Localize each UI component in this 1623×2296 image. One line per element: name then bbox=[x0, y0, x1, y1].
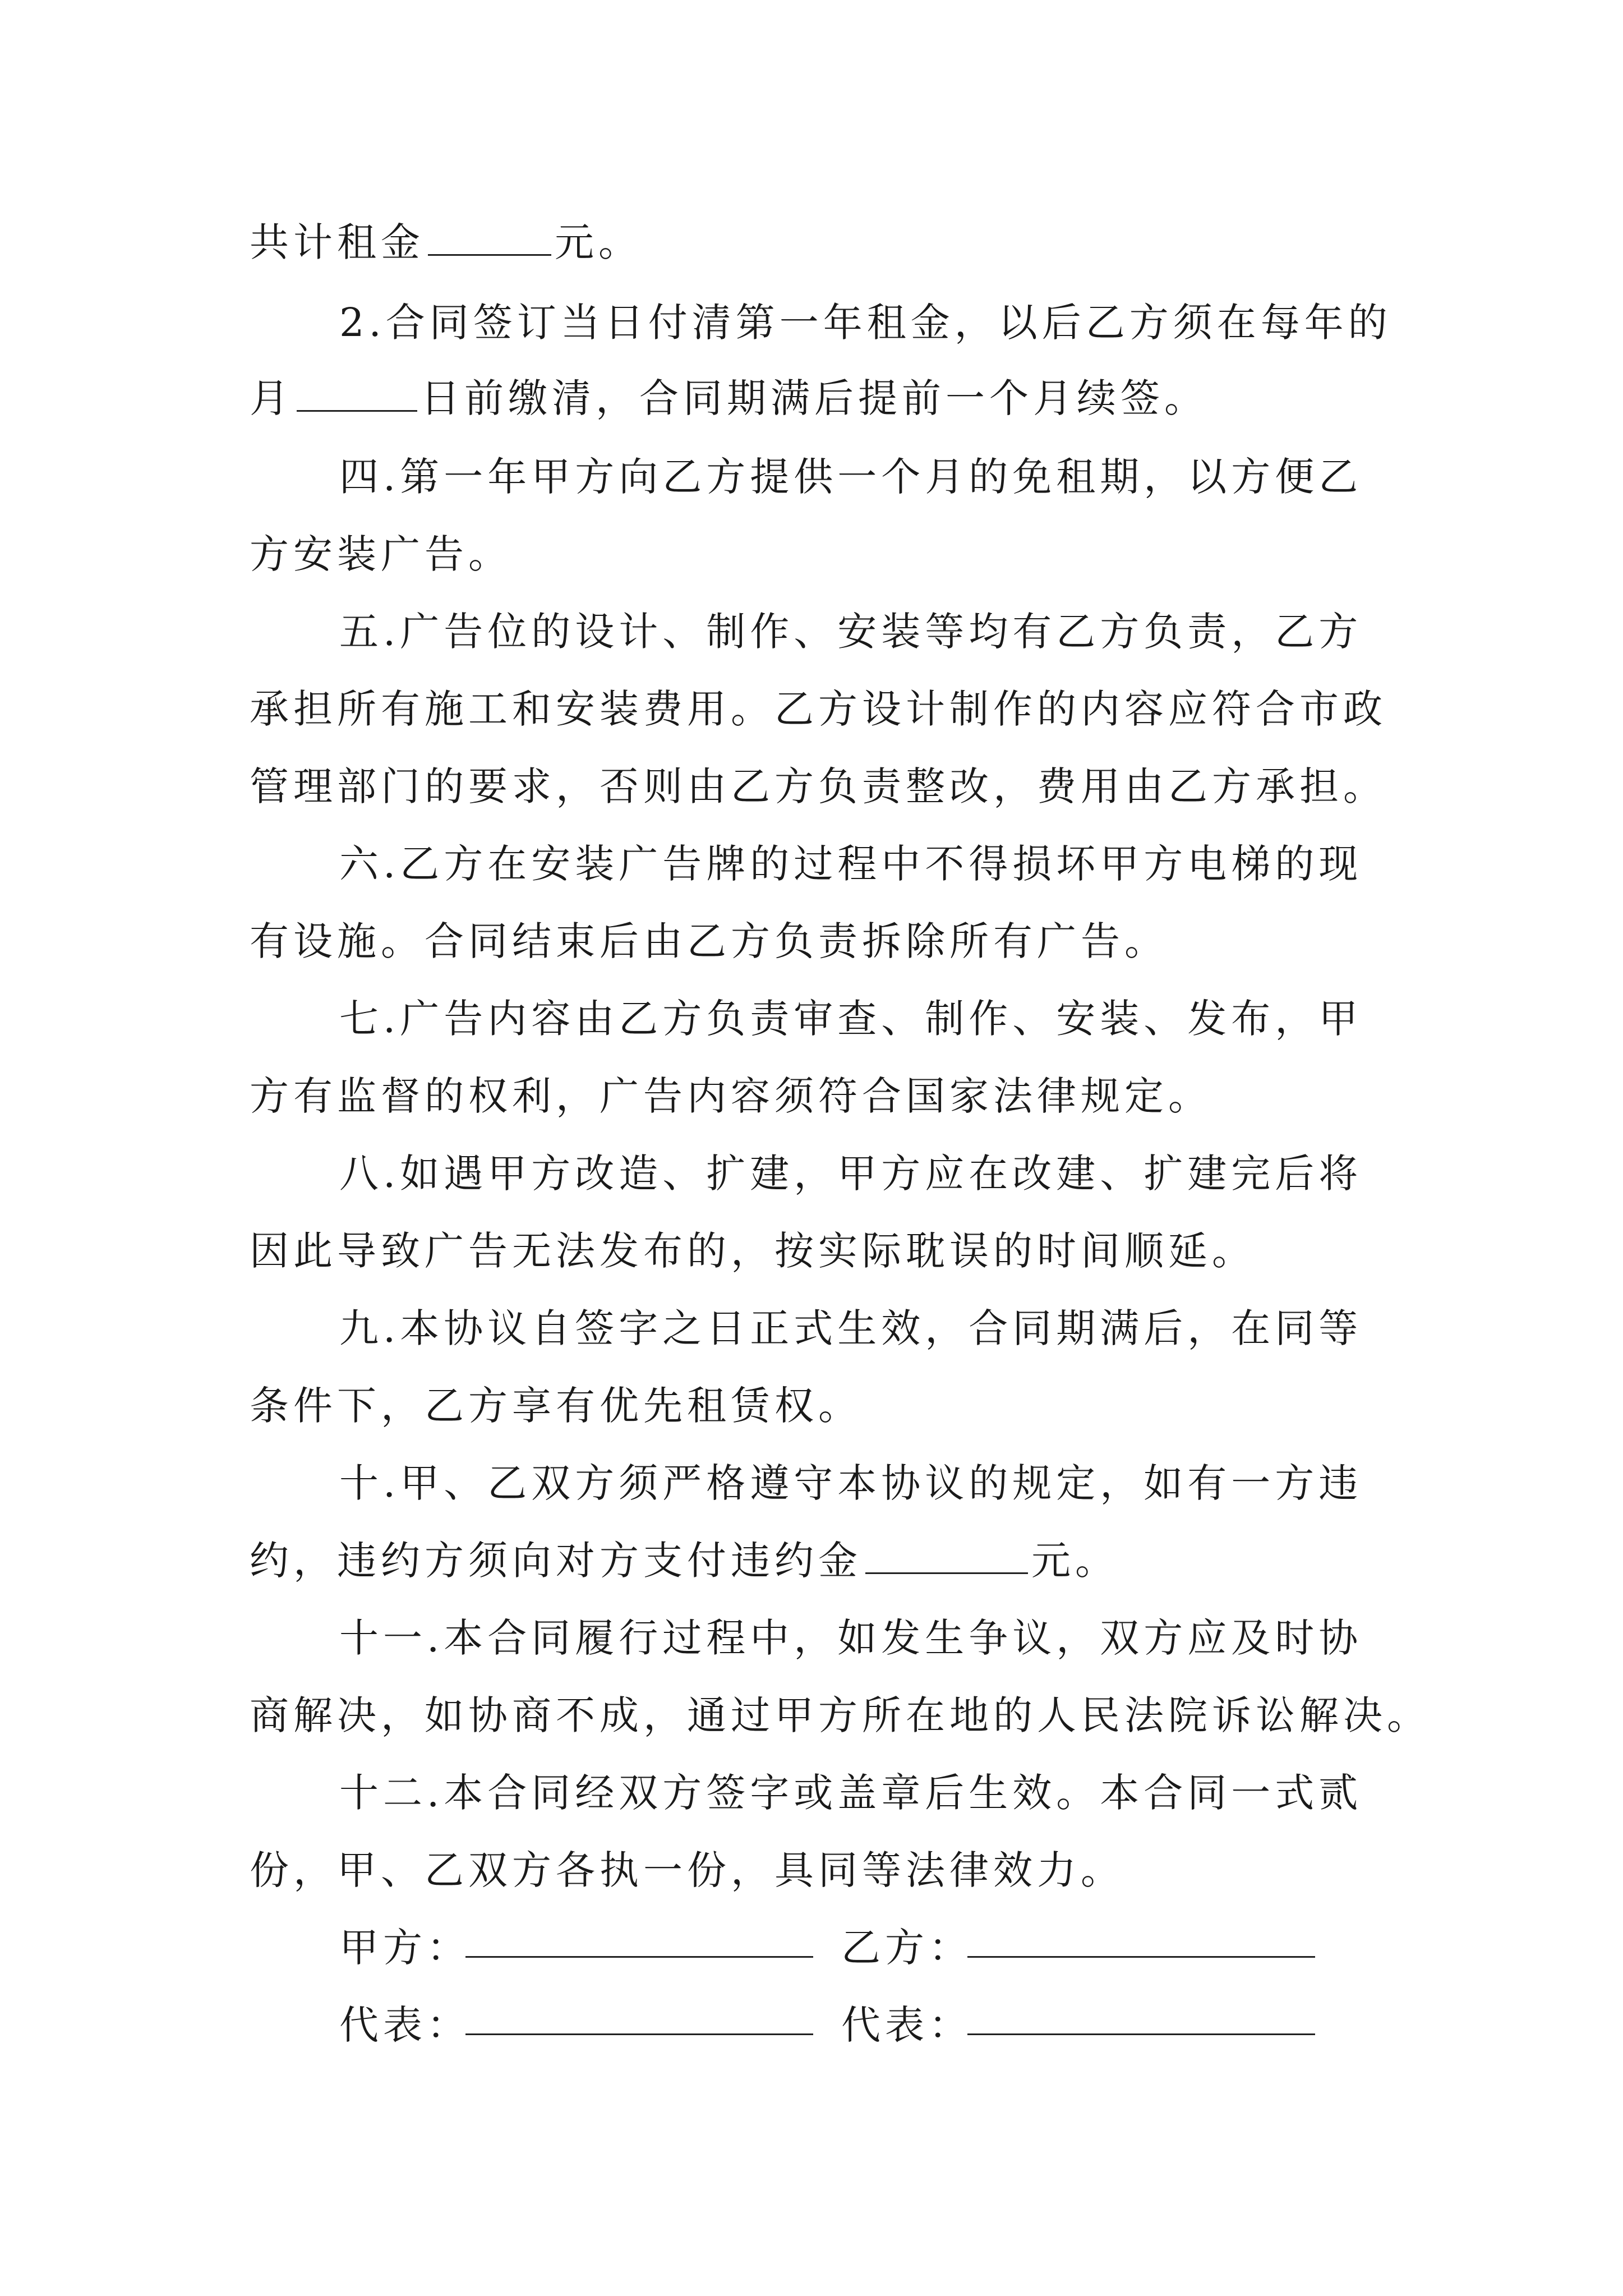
text-line bbox=[339, 1762, 1489, 1824]
fill-in-blank bbox=[865, 1533, 1028, 1574]
text-segment: 有设施。合同结束后由乙方负责拆除所有广告。 bbox=[250, 918, 1168, 964]
text-line bbox=[339, 1452, 1489, 1514]
text-segment: 元。 bbox=[1031, 1538, 1119, 1584]
text-segment: 因此导致广告无法发布的，按实际耽误的时间顺延。 bbox=[250, 1228, 1256, 1274]
text-segment: 日前缴清，合同期满后提前一个月续签。 bbox=[421, 375, 1208, 421]
text-line bbox=[339, 1143, 1489, 1204]
rep-b-label: 代表： bbox=[841, 2002, 972, 2048]
text-segment: 九.本协议自签字之日正式生效，合同期满后，在同等 bbox=[339, 1305, 1363, 1351]
party-b-label: 乙方： bbox=[841, 1925, 972, 1971]
fill-in-blank bbox=[428, 215, 551, 256]
text-line bbox=[250, 1839, 1399, 1901]
text-segment: 条件下，乙方享有优先租赁权。 bbox=[250, 1383, 862, 1429]
text-segment: 六.乙方在安装广告牌的过程中不得损坏甲方电梯的现 bbox=[339, 841, 1363, 887]
text-segment: 月 bbox=[250, 375, 293, 421]
text-segment: 十一.本合同履行过程中，如发生争议，双方应及时协 bbox=[339, 1615, 1363, 1661]
text-segment: 2.合同签订当日付清第一年租金，以后乙方须在每年的 bbox=[339, 300, 1392, 346]
rep-a-label: 代表： bbox=[339, 2002, 471, 2048]
text-line bbox=[339, 1297, 1489, 1359]
text-segment: 方安装广告。 bbox=[250, 531, 512, 577]
party-a-signature-line bbox=[465, 1956, 813, 1958]
text-line bbox=[250, 1220, 1399, 1282]
text-segment: 份，甲、乙双方各执一份，具同等法律效力。 bbox=[250, 1847, 1124, 1893]
text-line bbox=[339, 292, 1489, 353]
text-segment: 元。 bbox=[555, 219, 642, 265]
text-line bbox=[339, 601, 1489, 662]
text-line bbox=[339, 988, 1489, 1050]
text-segment: 十.甲、乙双方须严格遵守本协议的规定，如有一方违 bbox=[339, 1460, 1363, 1506]
text-line bbox=[339, 446, 1489, 508]
fill-in-blank bbox=[297, 371, 417, 412]
text-line bbox=[250, 678, 1399, 740]
text-segment: 八.如遇甲方改造、扩建，甲方应在改建、扩建完后将 bbox=[339, 1151, 1363, 1197]
text-line bbox=[250, 1530, 1399, 1591]
text-segment: 管理部门的要求，否则由乙方负责整改，费用由乙方承担。 bbox=[250, 763, 1387, 809]
rep-b-signature-line bbox=[967, 2033, 1315, 2035]
text-segment: 方有监督的权利，广告内容须符合国家法律规定。 bbox=[250, 1073, 1212, 1119]
text-segment: 五.广告位的设计、制作、安装等均有乙方负责，乙方 bbox=[339, 609, 1363, 655]
text-line bbox=[250, 910, 1399, 972]
text-line bbox=[250, 1375, 1399, 1437]
text-line bbox=[250, 367, 1399, 429]
text-line bbox=[250, 211, 1399, 273]
party-a-label: 甲方： bbox=[339, 1925, 471, 1971]
rep-a-signature-line bbox=[465, 2033, 813, 2035]
text-line bbox=[339, 1607, 1489, 1669]
text-line bbox=[250, 523, 1399, 585]
text-segment: 商解决，如协商不成，通过甲方所在地的人民法院诉讼解决。 bbox=[250, 1692, 1431, 1738]
text-segment: 约，违约方须向对方支付违约金 bbox=[250, 1538, 862, 1584]
text-segment: 共计租金 bbox=[250, 219, 425, 265]
text-segment: 四.第一年甲方向乙方提供一个月的免租期，以方便乙 bbox=[339, 454, 1363, 500]
text-segment: 承担所有施工和安装费用。乙方设计制作的内容应符合市政 bbox=[250, 686, 1387, 732]
text-segment: 十二.本合同经双方签字或盖章后生效。本合同一式贰 bbox=[339, 1770, 1363, 1816]
party-b-signature-line bbox=[967, 1956, 1315, 1958]
text-line bbox=[339, 833, 1489, 895]
text-line bbox=[250, 756, 1399, 817]
text-segment: 七.广告内容由乙方负责审查、制作、安装、发布，甲 bbox=[339, 996, 1363, 1042]
text-line bbox=[250, 1685, 1431, 1746]
text-line bbox=[250, 1065, 1399, 1127]
